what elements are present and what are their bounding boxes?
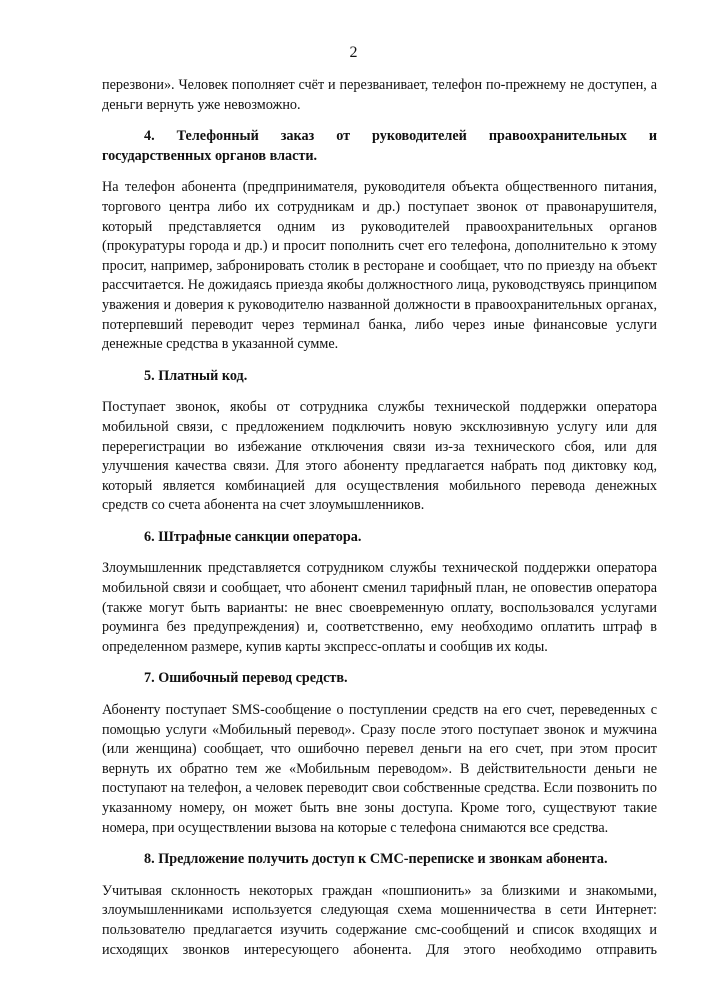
paragraph-continuation: перезвони». Человек пополняет счёт и перезванивает, телефон по-прежнему не доступен, а деньги вернуть уже невозможно. [102,77,657,113]
paragraph-6: Злоумышленник представляется сотрудником службы технической поддержки оператора мобильной связи и сообщает, что абонент сменил тарифный план, не оповестив оператора (также могут быть варианты: не внес своевременную оплату, воспользовался услугами роуминга без предупреждения) и, соответственно, ему необходимо оплатить штраф в определенном размере, купив карты экспресс-оплаты и сообщив их коды. [102,560,657,655]
heading-7: 7. Ошибочный перевод средств. [144,670,348,687]
paragraph-5: Поступает звонок, якобы от сотрудника службы технической поддержки оператора мобильной связи, с предложением подключить новую эксклюзивную услугу или для перерегистрации во избежание отключения связи из-за технического сбоя, или для улучшения качества связи. Для этого абоненту предлагается набрать под диктовку код, который является комбинацией для осуществления мобильного перевода денежных средств со счета абонента на счет злоумышленников. [102,399,657,514]
document-body [102,76,657,960]
heading-4: 4. Телефонный заказ от руководителей правоохранительных и государственных органов власти. [102,128,657,164]
heading-8: 8. Предложение получить доступ к СМС-переписке и звонкам абонента. [144,851,608,868]
paragraph-8: Учитывая склонность некоторых граждан «пошпионить» за близкими и знакомыми, злоумышленниками используется следующая схема мошенничества в сети Интернет: пользователю предлагается изучить содержание смс-сообщений и список входящих и исходящих звонков интересующего абонента. Для этого необходимо отправить [102,882,657,958]
paragraph-7: Абоненту поступает SMS-сообщение о поступлении средств на его счет, переведенных с помощью услуги «Мобильный перевод». Сразу после этого поступает звонок и мужчина (или женщина) сообщает, что ошибочно перевел деньги на его счет, при этом просит вернуть их обратно тем же «Мобильным переводом». В действительности деньги не поступают на телефон, а человек переводит свои собственные средства. Если позвонить по указанному номеру, он может быть вне зоны доступа. Кроме того, существуют такие номера, при осуществлении вызова на которые с телефона снимаются все средства. [102,702,657,836]
paragraph-4: На телефон абонента (предпринимателя, руководителя объекта общественного питания, торгового центра либо их сотрудникам и др.) поступает звонок от правонарушителя, который представляется одним из руководителей правоохранительных органов (прокуратуры города и др.) и просит пополнить счет его телефона, дополнительно к этому просит, например, забронировать столик в ресторане и сообщает, что по приезду на объект рассчитается. Не дожидаясь приезда якобы должностного лица, руководствуясь принципом уважения и доверия к руководителю названной должности в правоохранительных органах, потерпевший переводит через терминал банка, либо через иные финансовые услуги денежные средства в указанной сумме. [102,179,657,353]
page-number: 2 [349,44,358,61]
heading-5: 5. Платный код. [144,367,248,384]
heading-6: 6. Штрафные санкции оператора. [144,528,362,545]
